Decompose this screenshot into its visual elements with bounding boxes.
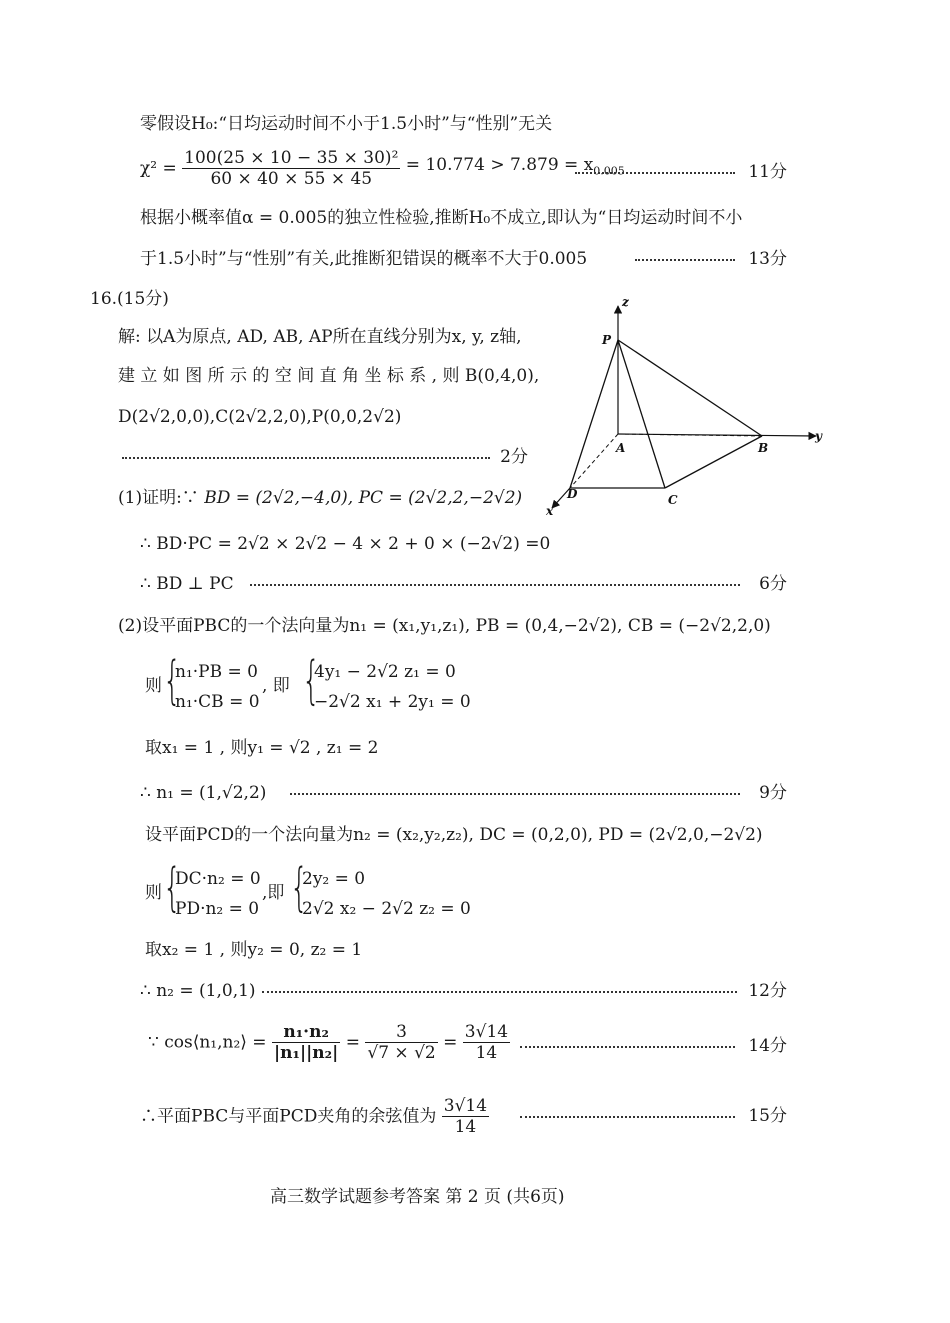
dot-leader: [250, 584, 740, 586]
cos-f3-den: 14: [463, 1042, 510, 1063]
edge-cb: [665, 436, 762, 488]
part2-line-1: (2)设平面PBC的一个法向量为n₁ = (x₁,y₁,z₁), PB = (0,4,−2√2), CB = (−2√2,2,0): [118, 616, 771, 636]
hypothesis-line: 零假设H₀:“日均运动时间不小于1.5小时”与“性别”无关: [140, 114, 553, 134]
score-11: 11分: [748, 162, 787, 182]
score-9: 9分: [759, 783, 787, 803]
label-c: C: [668, 493, 678, 507]
take-x1: 取x₁ = 1 , 则y₁ = √2 , z₁ = 2: [145, 738, 379, 758]
final-fraction: [442, 1096, 489, 1137]
question-16-header: 16.(15分): [90, 289, 169, 309]
system2-ze: 则: [145, 883, 162, 903]
brace-icon: {: [302, 651, 321, 711]
system1-eq-b: n₁·CB = 0: [175, 692, 260, 712]
dot-leader: [122, 457, 490, 459]
score-2: 2分: [500, 447, 528, 467]
solution-line-3: D(2√2,0,0),C(2√2,2,0),P(0,0,2√2): [118, 407, 402, 427]
score-14: 14分: [748, 1036, 787, 1056]
chi-square-formula: [140, 148, 625, 189]
part1-vectors: BD = (2√2,−4,0), PC = (2√2,2,−2√2): [204, 488, 523, 508]
label-b: B: [758, 441, 769, 455]
score-15: 15分: [748, 1106, 787, 1126]
cos-eq-2: =: [443, 1032, 458, 1053]
brace-icon: {: [290, 858, 309, 918]
final-text: ∴平面PBC与平面PCD夹角的余弦值为: [140, 1106, 437, 1127]
score-13: 13分: [748, 249, 787, 269]
chi-rhs-sub: 0.005: [593, 164, 625, 178]
n1-result: ∴ n₁ = (1,√2,2): [140, 783, 267, 803]
final-num: 3√14: [443, 1096, 488, 1116]
part1-label: (1)证明:∵: [118, 488, 199, 508]
cos-fraction-1: [272, 1022, 340, 1063]
system2-ji: ,即: [262, 883, 285, 903]
page-footer: 高三数学试题参考答案 第 2 页 (共6页): [270, 1187, 565, 1207]
part2-line-2: 设平面PCD的一个法向量为n₂ = (x₂,y₂,z₂), DC = (0,2,0), PD = (2√2,0,−2√2): [145, 825, 763, 845]
system2-eq-b: PD·n₂ = 0: [175, 899, 260, 919]
cos-line: [148, 1022, 510, 1063]
cos-f2-num: 3: [396, 1022, 407, 1042]
score-12: 12分: [748, 981, 787, 1001]
system1-eq-c: 4y₁ − 2√2 z₁ = 0: [314, 662, 456, 682]
label-x: x: [546, 504, 554, 518]
cos-lhs: ∵ cos⟨n₁,n₂⟩ =: [148, 1032, 267, 1053]
cos-eq-1: =: [345, 1032, 360, 1053]
solution-line-1: 解: 以A为原点, AD, AB, AP所在直线分别为x, y, z轴,: [118, 327, 522, 347]
conclusion-line-1: 根据小概率值α = 0.005的独立性检验,推断H₀不成立,即认为“日均运动时间不小: [140, 208, 743, 228]
label-p: P: [602, 333, 612, 347]
final-den: 14: [442, 1116, 489, 1137]
brace-icon: {: [163, 651, 182, 711]
score-6: 6分: [759, 574, 787, 594]
system1-eq-d: −2√2 x₁ + 2y₁ = 0: [314, 692, 471, 712]
edge-pd: [570, 340, 618, 488]
system1-eq-a: n₁·PB = 0: [175, 662, 258, 682]
brace-icon: {: [163, 858, 182, 918]
dot-leader: [520, 1116, 735, 1118]
part1-line-2: ∴ BD·PC = 2√2 × 2√2 − 4 × 2 + 0 × (−2√2) =0: [140, 534, 551, 554]
label-a: A: [616, 441, 626, 455]
edge-ad: [570, 434, 618, 488]
dot-leader: [575, 172, 735, 174]
dot-leader: [635, 259, 735, 261]
cos-fraction-2: [365, 1022, 437, 1063]
chi-rhs-text: = 10.774 > 7.879 = x: [405, 155, 594, 176]
n2-result: ∴ n₂ = (1,0,1): [140, 981, 256, 1001]
cos-fraction-3: [463, 1022, 510, 1063]
system1-ze: 则: [145, 676, 162, 696]
label-z: z: [622, 295, 629, 309]
cos-f2-den: √7 × √2: [367, 1043, 436, 1063]
dot-leader: [520, 1046, 735, 1048]
system2-eq-d: 2√2 x₂ − 2√2 z₂ = 0: [302, 899, 471, 919]
system2-eq-a: DC·n₂ = 0: [175, 869, 261, 889]
chi-lhs: χ² =: [140, 158, 177, 179]
chi-numerator: 100(25 × 10 − 35 × 30)²: [184, 148, 399, 168]
conclusion-line-2: 于1.5小时”与“性别”有关,此推断犯错误的概率不大于0.005: [140, 249, 588, 269]
cos-f3-num: 3√14: [464, 1022, 509, 1042]
label-y: y: [815, 429, 822, 443]
chi-fraction: [182, 148, 400, 189]
label-d: D: [567, 487, 578, 501]
edge-pc: [618, 340, 665, 488]
chi-denominator: 60 × 40 × 55 × 45: [182, 168, 400, 189]
system2-eq-c: 2y₂ = 0: [302, 869, 366, 889]
part1-line-3: ∴ BD ⊥ PC: [140, 574, 234, 594]
part1-line-1: [118, 486, 522, 510]
system1-ji: , 即: [262, 676, 290, 696]
take-x2: 取x₂ = 1 , 则y₂ = 0, z₂ = 1: [145, 940, 363, 960]
dot-leader: [262, 991, 737, 993]
solution-line-2: 建 立 如 图 所 示 的 空 间 直 角 坐 标 系 , 则 B(0,4,0),: [118, 366, 540, 386]
final-line: [140, 1096, 489, 1137]
cos-f1-den: |n₁||n₂|: [273, 1043, 339, 1063]
pyramid-figure: [540, 292, 840, 524]
dot-leader: [290, 793, 740, 795]
edge-pb: [618, 340, 762, 436]
cos-f1-num: n₁·n₂: [283, 1022, 329, 1042]
